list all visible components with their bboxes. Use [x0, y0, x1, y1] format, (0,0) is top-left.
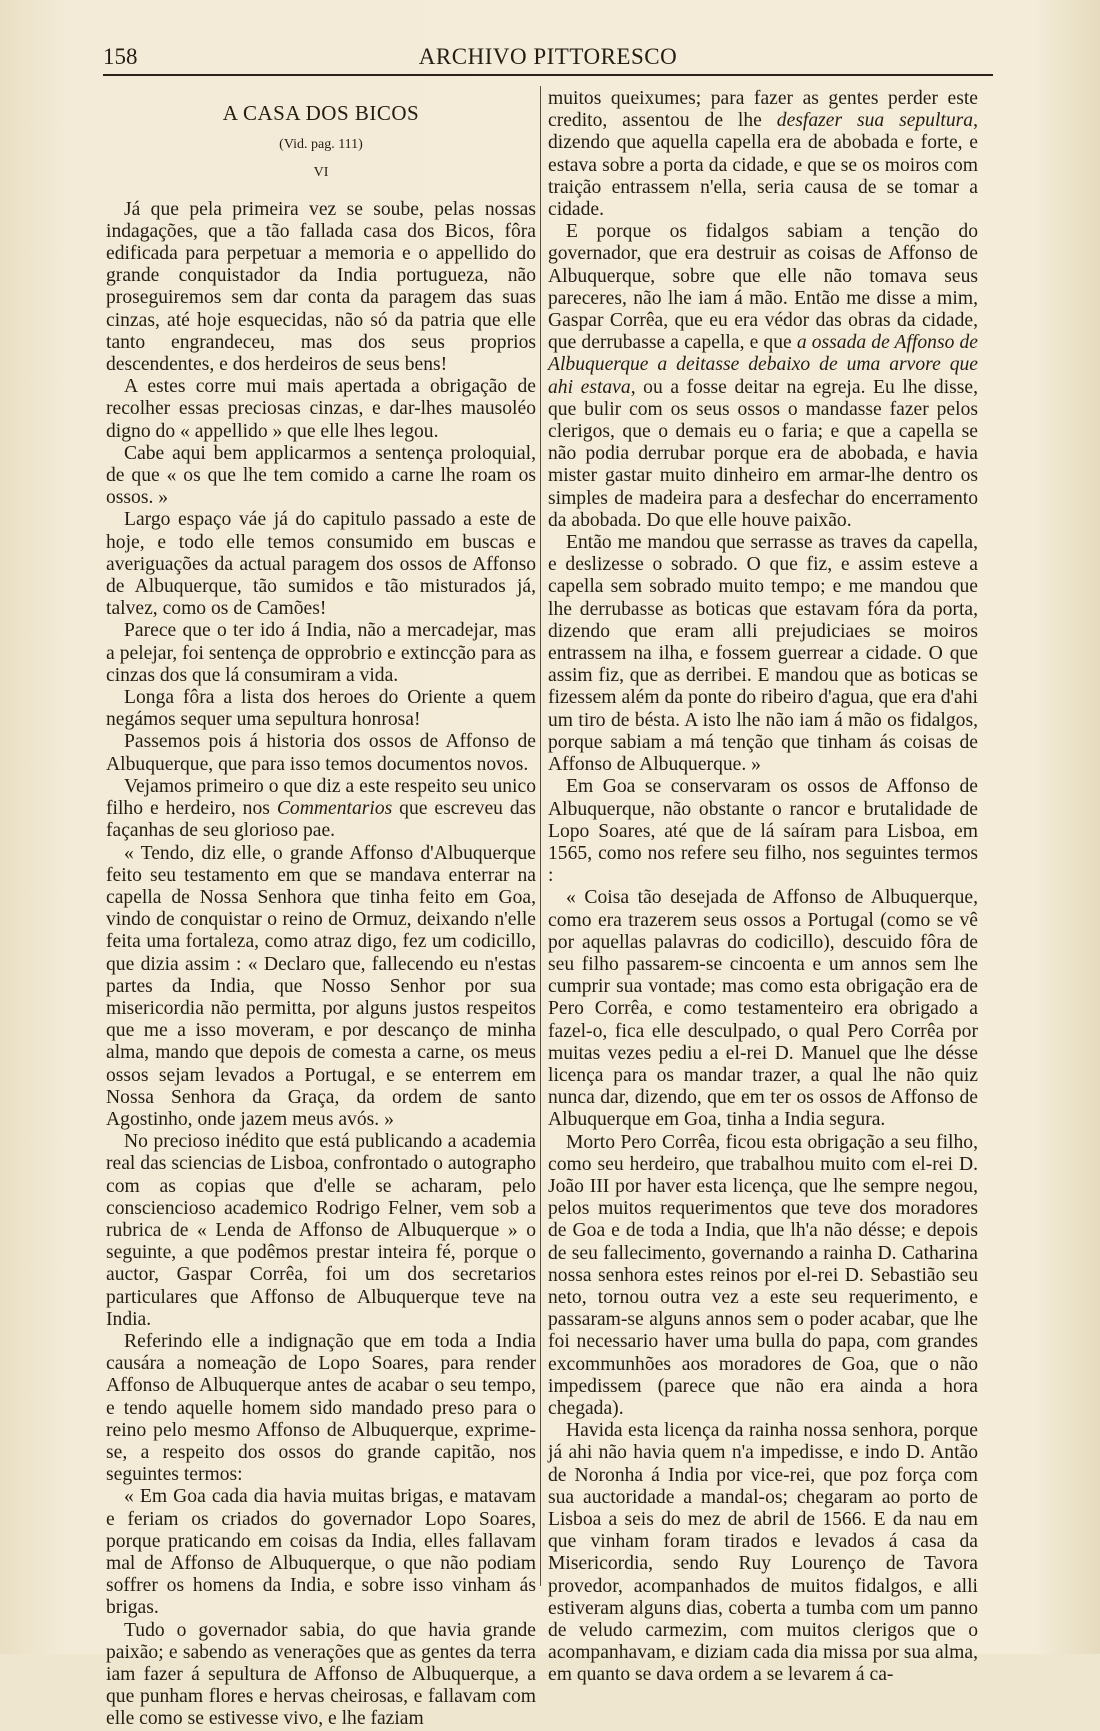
article-reference: (Vid. pag. 111) [279, 137, 363, 153]
paragraph-text: que escreveu das façanhas de seu glorioso pae. [106, 798, 536, 842]
paragraph: Passemos pois á historia dos ossos de Affonso de Albuquerque, que para isso temos documentos novos. [106, 731, 536, 775]
paragraph: A estes corre mui mais apertada a obrigação de recolher essas preciosas cinzas, e dar-lhes mausoléo digno do « appellido » que elle lhes legou. [106, 376, 536, 442]
paragraph-text: E porque os fidalgos sabiam a tenção do governador, que era destruir as coisas de Affonso de Albuquerque, sobre que elle não tomava seus pareceres, não lhe iam á mão. Então me disse a mim, Gaspar Corrêa, que eu era védor das obras da cidade, que derrubasse a capella, e que [548, 221, 978, 354]
section-number: VI [313, 165, 329, 181]
paragraph: « Em Goa cada dia havia muitas brigas, e matavam e feriam os criados do governador Lopo Soares, porque praticando em coisas da India, elles fallavam mal de Affonso de Albuquerque, o que não podiam soffrer os homens da India, e sobre isso vinham ás brigas. [106, 1486, 536, 1619]
left-column [106, 88, 536, 1731]
paragraph-text: , ou a fosse deitar na egreja. Eu lhe disse, que bulir com os seus ossos o mandasse fazer pelos clerigos, que o demais eu o faria; e que a capella se não podia derrubar porque era de abobada, e havia mister gastar muito dinheiro em armar-lhe dentro os simples de madeira para a desfechar do encerramento da abobada. Do que elle houve paixão. [548, 376, 979, 531]
paragraph: Cabe aqui bem applicarmos a sentença proloquial, de que « os que lhe tem comido a carne lhe roam os ossos. » [106, 442, 536, 509]
paragraph: Longa fôra a lista dos heroes do Oriente a quem negámos sequer uma sepultura honrosa! [106, 687, 536, 731]
column-divider [540, 86, 541, 1586]
paragraph-text: , dizendo que aquella capella era de abobada e forte, e estava sobre a porta da cidade, e que se os moiros com traição entrassem n'ella, seria causa de se tomar a cidade. [548, 110, 978, 221]
italic-text: Commentarios [276, 798, 393, 820]
paragraph-text: muitos queixumes; para fazer as gentes perder este credito, assentou de lhe [548, 88, 978, 132]
paragraph: « Tendo, diz elle, o grande Affonso d'Albuquerque feito seu testamento em que se mandava enterrar na capella de Nossa Senhora que tinha feito em Goa, vindo de conquistar o reino de Ormuz, deixando n'elle feita uma fortaleza, como atraz digo, fez um codicillo, que dizia assim : « Declaro que, fallecendo eu n'estas partes da India, que Nosso Senhor por sua misericordia não permitta, por alguns justos respeitos que me a isso moveram, e por descanço de minha alma, mando que depois de comesta a carne, os meus ossos sejam levados a Portugal, e se enterrem em Nossa Senhora da Graça, da ordem de santo Agostinho, onde jazem meus avós. » [106, 842, 536, 1130]
right-column [548, 88, 978, 1687]
paragraph-text: Vejamos primeiro o que diz a este respeito seu unico filho e herdeiro, nos [106, 775, 536, 820]
left-column-body [106, 199, 536, 1731]
paragraph [548, 221, 978, 532]
page-header [103, 42, 993, 76]
paragraph: Parece que o ter ido á India, não a mercadejar, mas a pelejar, foi sentença de opprobrio e extincção para as cinzas dos que lá consumiram a vida. [106, 620, 536, 686]
journal-title: ARCHIVO PITTORESCO [418, 44, 678, 69]
paragraph [106, 776, 536, 843]
paragraph: Tudo o governador sabia, do que havia grande paixão; e sabendo as venerações que as gentes da terra iam fazer á sepultura de Affonso de Albuquerque, a que punham flores e hervas cheirosas, e fallavam com elle como se estivesse vivo, e lhe faziam [106, 1619, 536, 1730]
right-column-body [548, 88, 978, 1687]
paragraph: Então me mandou que serrasse as traves da capella, e deslizesse o sobrado. O que fiz, e assim esteve a capella sem sobrado muito tempo; e me mandou que lhe derrubasse as boticas que estavam fóra da porta, dizendo que eram alli prejudiciaes se moiros entrassem na ilha, e fossem guerrear a cidade. O que assim fiz, que as derribei. E mandou que as boticas se fizessem além da ponte do ribeiro d'agua, que era d'ahi um tiro de bésta. A isto lhe não iam á mão os fidalgos, porque sabiam a má tenção que tinham ás coisas de Affonso de Albuquerque. » [548, 532, 978, 776]
italic-text: a ossada de Affonso de Albuquerque a deitasse debaixo de uma arvore que ahi estava [548, 332, 979, 398]
paragraph: Já que pela primeira vez se soube, pelas nossas indagações, que a tão fallada casa dos Bicos, fôra edificada para perpetuar a memoria e o appellido do grande conquistador da India portugueza, não proseguiremos sem dar conta da paragem das suas cinzas, até hoje esquecidas, não só da patria que elle tanto engrandeceu, mas dos seus proprios descendentes, e dos herdeiros de seus bens! [106, 198, 536, 376]
italic-text: desfazer sua sepultura [776, 110, 974, 132]
article-title: A CASA DOS BICOS [222, 101, 420, 125]
page-number: 158 [103, 44, 138, 69]
paragraph: « Coisa tão desejada de Affonso de Albuquerque, como era trazerem seus ossos a Portugal (como se vê por aquellas palavras do codicillo), descuido fôra de seu filho passarem-se cincoenta e um annos sem lhe cumprir sua vontade; mas como esta obrigação era de Pero Corrêa, e como testamenteiro era obrigado a fazel-o, fica elle desculpado, o qual Pero Corrêa por muitas vezes pediu a el-rei D. Manuel que lhe désse licença para os mandar trazer, a qual lhe não quiz nunca dar, dizendo, que em ter os ossos de Affonso de Albuquerque em Goa, tinha a India segura. [548, 887, 978, 1131]
paragraph: No precioso inédito que está publicando a academia real das sciencias de Lisboa, confrontado o autographo com as copias que d'elle se acharam, pelo consciencioso academico Rodrigo Felner, vem sob a rubrica de « Lenda de Affonso de Albuquerque » o seguinte, a que podêmos prestar inteira fé, porque o auctor, Gaspar Corrêa, foi um dos secretarios particulares que Affonso de Albuquerque teve na India. [106, 1131, 536, 1330]
paragraph: Referindo elle a indignação que em toda a India causára a nomeação de Lopo Soares, para render Affonso de Albuquerque antes de acabar o seu tempo, e tendo aquelle homem sido mandado preso para o reino pelo mesmo Affonso de Albuquerque, exprime-se, a respeito dos ossos do grande capitão, nos seguintes termos: [106, 1330, 536, 1486]
paragraph: Em Goa se conservaram os ossos de Affonso de Albuquerque, não obstante o rancor e brutalidade de Lopo Soares, até que de lá saíram para Lisboa, em 1565, como nos refere seu filho, nos seguintes termos : [548, 776, 978, 887]
paragraph: Morto Pero Corrêa, ficou esta obrigação a seu filho, como seu herdeiro, que trabalhou muito com el-rei D. João III por haver esta licença, que lhe sempre negou, pelos muitos requerimentos que teve dos moradores de Goa e de toda a India, que lh'a não désse; e depois de seu fallecimento, governando a rainha D. Catharina nossa senhora estes reinos por el-rei D. Sebastião seu neto, tornou outra vez a este seu requerimento, e passaram-se alguns annos sem o poder acabar, que lhe foi necessario haver uma bulla do papa, com grandes excommunhões aos moradores de Goa, que o não impedissem (parece que não era ainda a hora chegada). [548, 1131, 978, 1419]
paragraph [548, 88, 978, 221]
paragraph: Largo espaço váe já do capitulo passado a este de hoje, e todo elle temos consumido em buscas e averiguações da actual paragem dos ossos de Affonso de Albuquerque, tão sumidos e tão misturados já, talvez, como os de Camões! [106, 509, 536, 620]
paragraph: Havida esta licença da rainha nossa senhora, porque já ahi não havia quem n'a impedisse, e indo D. Antão de Noronha á India por vice-rei, que poz força com sua auctoridade a mandal-os; chegaram ao porto de Lisboa a seis do mez de abril de 1566. E da nau em que vinham foram tirados e levados á casa da Misericordia, sendo Ruy Lourenço de Tavora provedor, acompanhados de muitos fidalgos, e alli estiveram alguns dias, coberta a tumba com um panno de veludo carmezim, com muitos clerigos que o acompanhavam, e diziam cada dia missa por sua alma, em quanto se dava ordem a se levarem á ca- [548, 1420, 978, 1686]
